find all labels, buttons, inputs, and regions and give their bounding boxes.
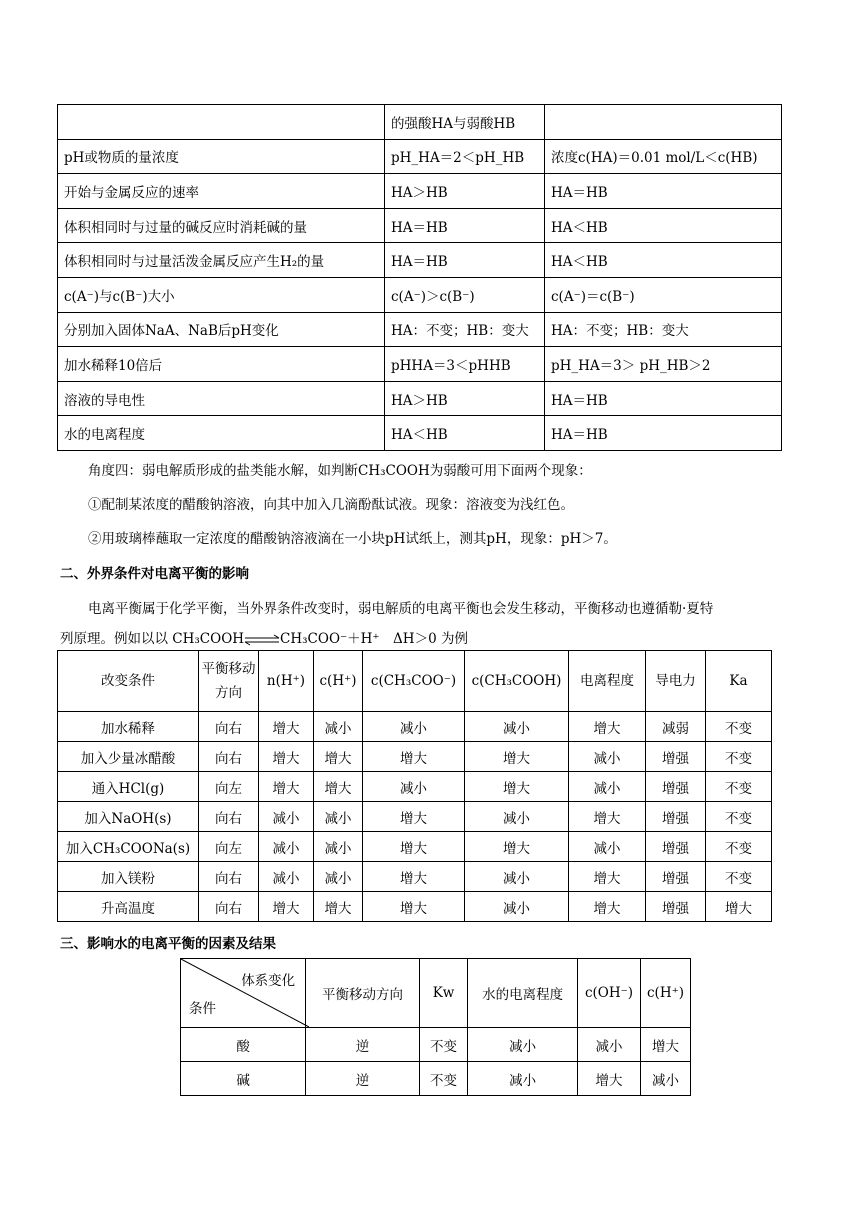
table-cell: HA＝HB — [385, 208, 545, 243]
table-header-cell: 水的电离程度 — [468, 959, 578, 1028]
table-cell: 减小 — [569, 772, 646, 802]
table-row — [58, 416, 782, 451]
table-cell: pH_HA＝2＜pH_HB — [385, 139, 545, 174]
table-header-cell: c(H⁺) — [641, 959, 691, 1028]
table-row — [58, 347, 782, 382]
table-cell: 增强 — [646, 802, 706, 832]
table-row — [58, 892, 772, 922]
table-cell: 不变 — [706, 832, 772, 862]
table-cell: 减小 — [465, 712, 569, 742]
table-cell: 减小 — [641, 1062, 691, 1096]
phenomenon-1: ①配制某浓度的醋酸钠溶液，向其中加入几滴酚酞试液。现象：溶液变为浅红色。 — [88, 497, 574, 513]
phenomenon-2: ②用玻璃棒蘸取一定浓度的醋酸钠溶液滴在一小块pH试纸上，测其pH，现象：pH＞7。 — [88, 531, 617, 547]
table-cell: c(A⁻)＝c(B⁻) — [545, 277, 782, 312]
table-cell: 减小 — [314, 802, 363, 832]
table-cell: 增大 — [569, 712, 646, 742]
table-cell: 加入CH₃COONa(s) — [58, 832, 199, 862]
table-cell: 逆 — [306, 1062, 420, 1096]
table-cell: 增大 — [706, 892, 772, 922]
table-cell: 增大 — [314, 892, 363, 922]
table-header-cell: 平衡移动方向 — [306, 959, 420, 1028]
table-cell: 开始与金属反应的速率 — [58, 174, 385, 209]
table-cell: c(A⁻)＞c(B⁻) — [385, 277, 545, 312]
table-cell: 分别加入固体NaA、NaB后pH变化 — [58, 312, 385, 347]
section2-paragraph: 电离平衡属于化学平衡，当外界条件改变时，弱电解质的电离平衡也会发生移动，平衡移动也遵循勒·夏特 — [88, 601, 714, 617]
table-cell: 升高温度 — [58, 892, 199, 922]
table-cell: HA＜HB — [545, 243, 782, 278]
table-cell: 增大 — [641, 1028, 691, 1062]
table-cell: 减小 — [314, 832, 363, 862]
equation-right: CH₃COO⁻＋H⁺ ΔH＞0 为例 — [280, 631, 468, 647]
table-cell: 碱 — [181, 1062, 306, 1096]
table-row — [58, 742, 772, 772]
table-cell: 减小 — [259, 862, 314, 892]
table-cell: 加入镁粉 — [58, 862, 199, 892]
table-header-cell: 平衡移动方向 — [199, 651, 259, 712]
table-header-cell: 电离程度 — [569, 651, 646, 712]
table-row — [58, 174, 782, 209]
table-cell: 溶液的导电性 — [58, 381, 385, 416]
table-cell — [545, 105, 782, 140]
table-cell: 不变 — [706, 772, 772, 802]
table-cell: 不变 — [706, 712, 772, 742]
table-cell: 减小 — [314, 712, 363, 742]
table-cell: 逆 — [306, 1028, 420, 1062]
table-row — [181, 1062, 691, 1096]
table-cell: 增强 — [646, 742, 706, 772]
table-cell: 减小 — [259, 832, 314, 862]
equation-left: 列原理。例如以以 CH₃COOH — [60, 631, 245, 647]
table-row — [58, 243, 782, 278]
table-cell: 体积相同时与过量活泼金属反应产生H₂的量 — [58, 243, 385, 278]
table-cell: 酸 — [181, 1028, 306, 1062]
table-cell: HA：不变；HB：变大 — [385, 312, 545, 347]
table-header-row — [181, 959, 691, 1028]
table-cell: 水的电离程度 — [58, 416, 385, 451]
table-cell: 增强 — [646, 772, 706, 802]
table-cell: 减小 — [465, 802, 569, 832]
table-cell: 增大 — [363, 802, 465, 832]
table-cell: 增大 — [259, 892, 314, 922]
table-cell: 浓度c(HA)＝0.01 mol/L＜c(HB) — [545, 139, 782, 174]
table-cell: 增大 — [314, 742, 363, 772]
table-header-cell: 改变条件 — [58, 651, 199, 712]
table-cell: 向右 — [199, 802, 259, 832]
table-header-row — [58, 651, 772, 712]
table-cell: pH_HA＝3＞ pH_HB＞2 — [545, 347, 782, 382]
table-cell: 减小 — [259, 802, 314, 832]
table-cell: 减小 — [314, 862, 363, 892]
table-cell: HA＝HB — [385, 243, 545, 278]
table-header-cell: c(OH⁻) — [578, 959, 641, 1028]
table-header-cell: Ka — [706, 651, 772, 712]
table-row — [58, 139, 782, 174]
table-cell: pHHA＝3＜pHHB — [385, 347, 545, 382]
table-cell: 增强 — [646, 892, 706, 922]
corner-bottom-label: 条件 — [189, 1001, 216, 1017]
table-cell: 增大 — [569, 862, 646, 892]
table-header-cell: c(H⁺) — [314, 651, 363, 712]
table-cell: 不变 — [419, 1028, 467, 1062]
table-cell: c(A⁻)与c(B⁻)大小 — [58, 277, 385, 312]
strong-weak-acid-comparison-table — [57, 104, 782, 451]
table-cell: 不变 — [419, 1062, 467, 1096]
table-cell: 减小 — [465, 862, 569, 892]
diagonal-header-cell — [181, 959, 306, 1028]
section-heading: 三、影响水的电离平衡的因素及结果 — [60, 936, 276, 952]
table-cell: HA＜HB — [545, 208, 782, 243]
table-cell: 增强 — [646, 832, 706, 862]
table-cell: 增大 — [363, 862, 465, 892]
table-cell: pH或物质的量浓度 — [58, 139, 385, 174]
table-cell: 加水稀释10倍后 — [58, 347, 385, 382]
table-cell: 向左 — [199, 772, 259, 802]
table-cell: 增大 — [465, 772, 569, 802]
table-cell: 不变 — [706, 862, 772, 892]
table-cell: 减小 — [363, 712, 465, 742]
section2-equation-line — [60, 627, 468, 647]
table-cell: 不变 — [706, 802, 772, 832]
table-cell: 减弱 — [646, 712, 706, 742]
table-cell: 增大 — [363, 892, 465, 922]
table-cell: 增强 — [646, 862, 706, 892]
table-cell: 通入HCl(g) — [58, 772, 199, 802]
table-cell: 加水稀释 — [58, 712, 199, 742]
table-cell: 增大 — [363, 742, 465, 772]
table-cell: HA＞HB — [385, 174, 545, 209]
corner-top-label: 体系变化 — [241, 973, 296, 989]
table-cell: 增大 — [465, 742, 569, 772]
table-cell: 增大 — [465, 832, 569, 862]
table-header-cell: n(H⁺) — [259, 651, 314, 712]
water-ionization-table — [180, 958, 691, 1096]
table-cell: 不变 — [706, 742, 772, 772]
table-cell: 增大 — [569, 892, 646, 922]
table-cell: 减小 — [468, 1028, 578, 1062]
table-row — [58, 312, 782, 347]
table-cell: 增大 — [569, 802, 646, 832]
table-cell: 向右 — [199, 892, 259, 922]
equilibrium-arrow-icon — [244, 634, 280, 646]
table-row — [58, 277, 782, 312]
table-cell: HA＜HB — [385, 416, 545, 451]
table-cell: 减小 — [363, 772, 465, 802]
ionization-equilibrium-table — [57, 650, 772, 922]
table-header-cell: c(CH₃COOH) — [465, 651, 569, 712]
table-cell: 加入少量冰醋酸 — [58, 742, 199, 772]
table-header-cell: 导电力 — [646, 651, 706, 712]
table-row — [181, 1028, 691, 1062]
table-row — [58, 381, 782, 416]
table-cell: 体积相同时与过量的碱反应时消耗碱的量 — [58, 208, 385, 243]
table-cell: 增大 — [259, 742, 314, 772]
table-header-cell: Kw — [419, 959, 467, 1028]
table-row — [58, 772, 772, 802]
table-cell: 减小 — [578, 1028, 641, 1062]
table-cell: 增大 — [363, 832, 465, 862]
table-cell — [58, 105, 385, 140]
table-cell: HA＝HB — [545, 174, 782, 209]
table-header-cell: 的强酸HA与弱酸HB — [385, 105, 545, 140]
table-cell: 向右 — [199, 712, 259, 742]
table-cell: 增大 — [314, 772, 363, 802]
table-cell: HA＞HB — [385, 381, 545, 416]
table-cell: 加入NaOH(s) — [58, 802, 199, 832]
table-cell: 减小 — [569, 832, 646, 862]
table-cell: 向右 — [199, 742, 259, 772]
table-cell: HA＝HB — [545, 381, 782, 416]
table-row — [58, 208, 782, 243]
section-heading: 二、外界条件对电离平衡的影响 — [60, 566, 249, 582]
table-cell: 减小 — [468, 1062, 578, 1096]
table-cell: HA：不变；HB：变大 — [545, 312, 782, 347]
table-cell: 向右 — [199, 862, 259, 892]
table-cell: 增大 — [259, 712, 314, 742]
table-cell: 向左 — [199, 832, 259, 862]
table-row — [58, 802, 772, 832]
table-cell: 减小 — [569, 742, 646, 772]
table-cell: 增大 — [578, 1062, 641, 1096]
table-row — [58, 862, 772, 892]
table-header-cell: c(CH₃COO⁻) — [363, 651, 465, 712]
table-cell: 减小 — [465, 892, 569, 922]
table-row — [58, 832, 772, 862]
angle4-paragraph: 角度四：弱电解质形成的盐类能水解，如判断CH₃COOH为弱酸可用下面两个现象： — [88, 463, 592, 479]
table-cell: HA＝HB — [545, 416, 782, 451]
table-row — [58, 712, 772, 742]
table-cell: 增大 — [259, 772, 314, 802]
table-row — [58, 105, 782, 140]
